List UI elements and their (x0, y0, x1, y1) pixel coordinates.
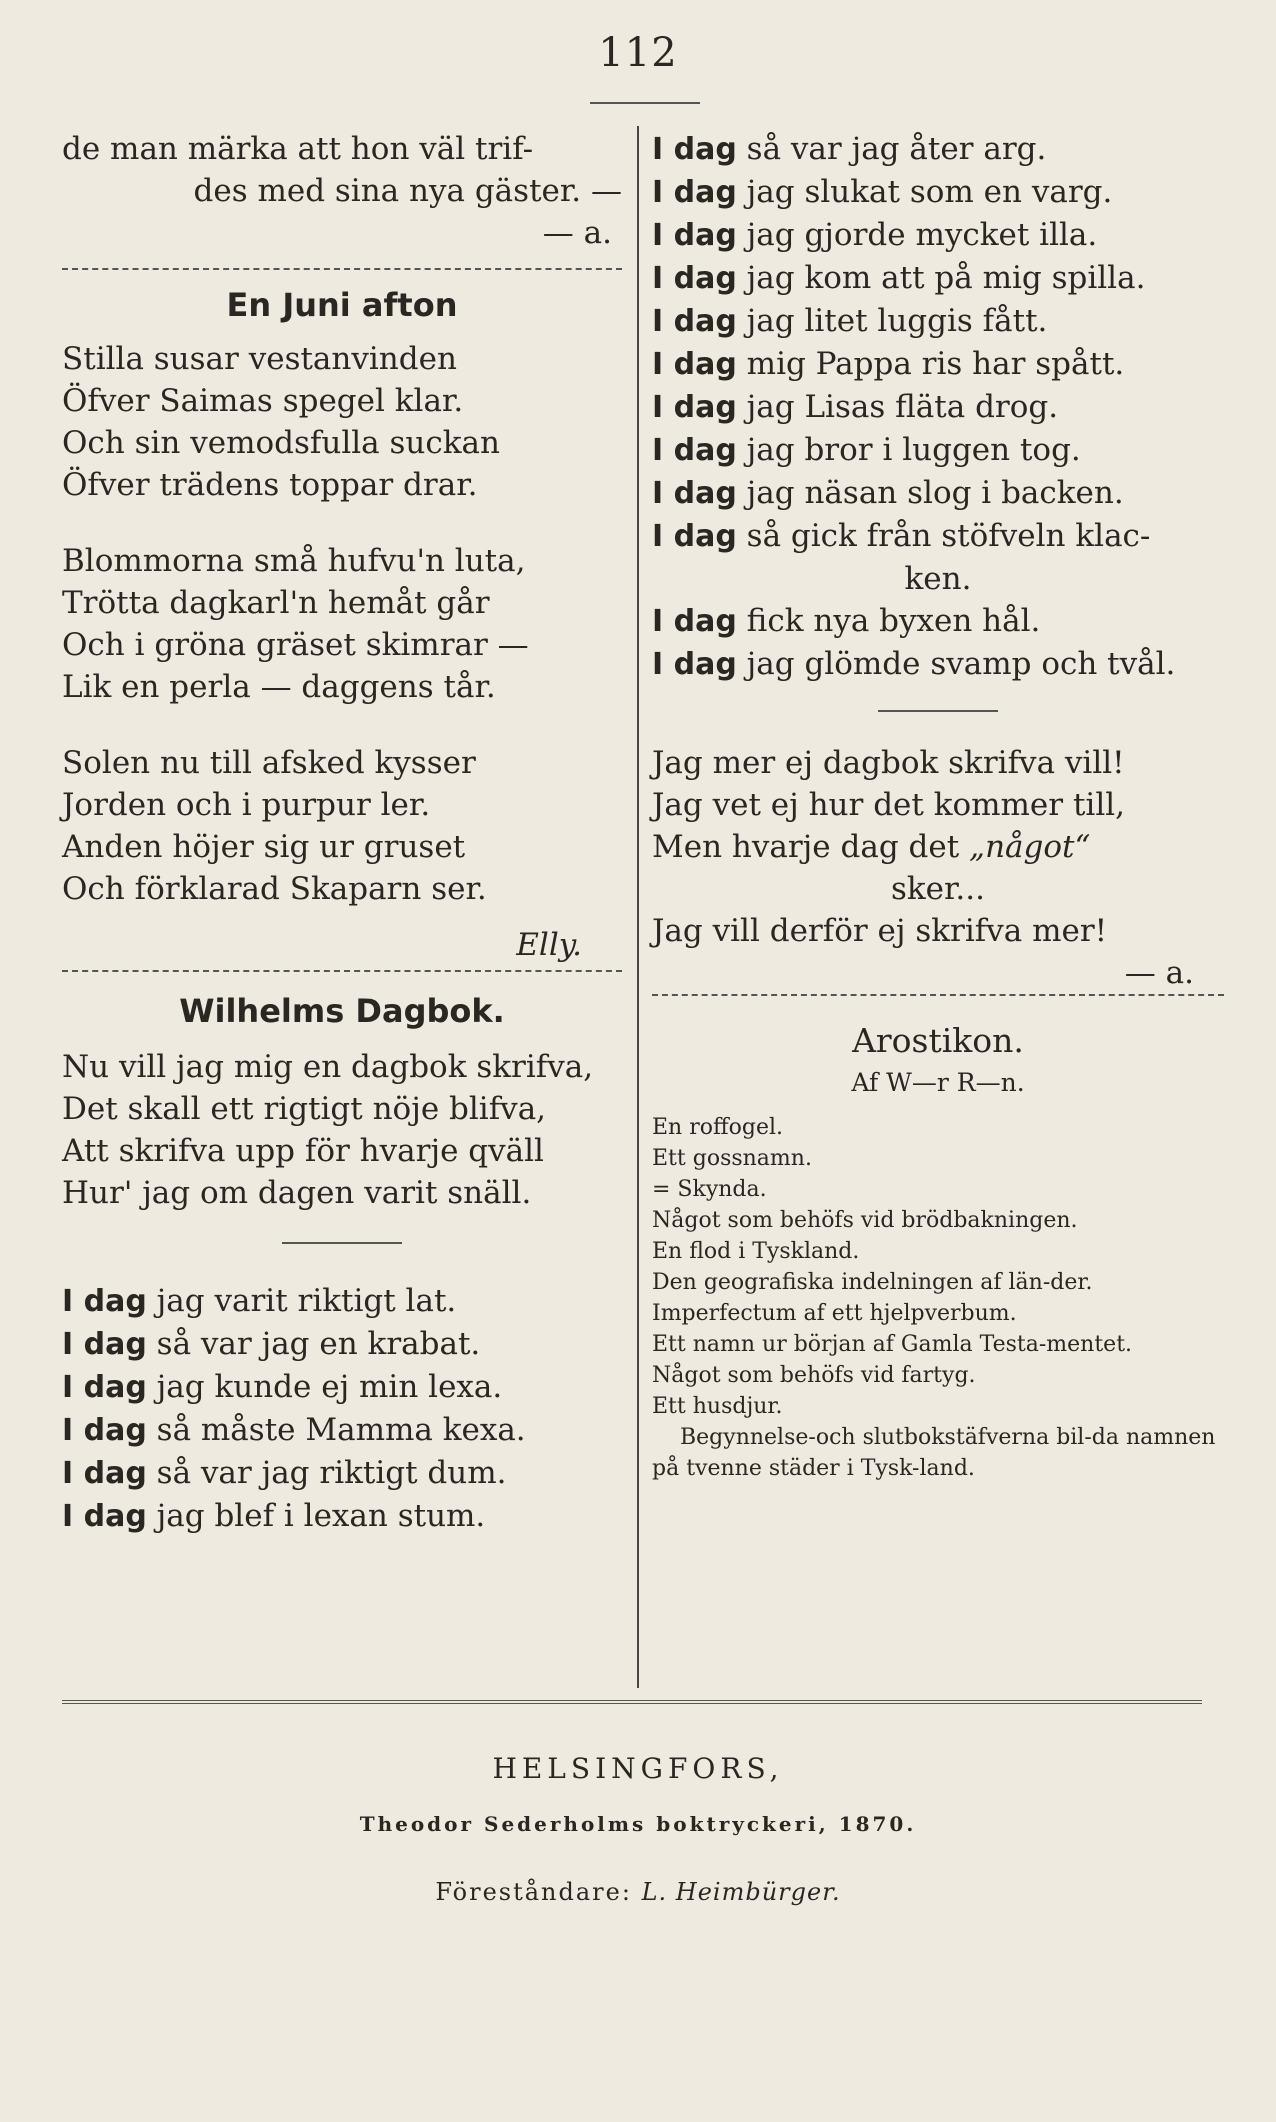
diary-line: I dag jag kunde ej min lexa. (62, 1369, 503, 1405)
acrostic-clue: Ett husdjur. (652, 1394, 783, 1419)
carry-over-line: de man märka att hon väl trif- (62, 131, 534, 167)
diary-line: I dag så var jag åter arg. (652, 131, 1047, 167)
right-column (652, 128, 1224, 1484)
poem-stanza (62, 540, 622, 708)
poem-line-continuation: sker... (890, 871, 985, 907)
carry-over-signature: — a. (542, 215, 612, 251)
acrostic-note: Begynnelse-och slutbokstäfverna bil-da namnen på tvenne städer i Tysk-land. (652, 1425, 1216, 1481)
acrostic-clue: Den geografiska indelningen af län-der. (652, 1270, 1093, 1295)
carry-over-line: des med sina nya gäster. — (193, 173, 622, 209)
diary-line: I dag jag litet luggis fått. (652, 303, 1048, 339)
poem-stanza (62, 338, 622, 506)
poem-line: Stilla susar vestanvinden (62, 341, 457, 377)
diary-line: I dag jag bror i luggen tog. (652, 432, 1081, 468)
poem-signature: Elly. (516, 927, 582, 963)
diary-line: I dag jag glömde svamp och tvål. (652, 646, 1176, 682)
diary-line: I dag så måste Mamma kexa. (62, 1412, 526, 1448)
acrostic-clue: Ett gossnamn. (652, 1146, 812, 1171)
diary-line: I dag jag kom att på mig spilla. (652, 260, 1146, 296)
left-column (62, 128, 622, 1538)
poem-line: Anden höjer sig ur gruset (62, 829, 466, 865)
diary-line: I dag jag varit riktigt lat. (62, 1283, 457, 1319)
footer-editor: Föreståndare: L. Heimbürger. (435, 1878, 841, 1906)
poem-line: Lik en perla — daggens tår. (62, 669, 496, 705)
acrostic-clue: Imperfectum af ett hjelpverbum. (652, 1301, 1017, 1326)
poem-line: Jorden och i purpur ler. (62, 787, 431, 823)
poem-line: Men hvarje dag det „något“ (652, 829, 1091, 865)
page-number: 112 (598, 30, 678, 76)
section-rule (652, 994, 1224, 996)
footer-printer: Theodor Sederholms boktryckeri, 1870. (359, 1812, 917, 1836)
acrostic-author: Af W—r R—n. (851, 1068, 1025, 1097)
diary-line: I dag jag Lisas fläta drog. (652, 389, 1059, 425)
poem-title: En Juni afton (226, 286, 458, 324)
diary-line-continuation: ken. (904, 561, 972, 597)
short-rule (282, 1242, 402, 1244)
diary-line: I dag så gick från stöfveln klac- (652, 518, 1151, 554)
poem-line: Öfver trädens toppar drar. (62, 467, 478, 503)
footer-city: HELSINGFORS, (492, 1752, 784, 1785)
page-number-rule (590, 102, 700, 104)
diary-line: I dag jag slukat som en varg. (652, 174, 1113, 210)
poem-line: Öfver Saimas spegel klar. (62, 383, 464, 419)
poem-line: Och förklarad Skaparn ser. (62, 871, 487, 907)
poem-line: Att skrifva upp för hvarje qväll (62, 1133, 544, 1169)
diary-line: I dag så var jag en krabat. (62, 1326, 481, 1362)
poem-line: Nu vill jag mig en dagbok skrifva, (62, 1049, 594, 1085)
poem-signature: — a. (1124, 955, 1194, 991)
diary-line: I dag mig Pappa ris har spått. (652, 346, 1125, 382)
section-rule (62, 268, 622, 270)
diary-line: I dag jag gjorde mycket illa. (652, 217, 1098, 253)
acrostic-clue: Ett namn ur början af Gamla Testa-mentet. (652, 1332, 1133, 1357)
poem-line: Jag mer ej dagbok skrifva vill! (652, 745, 1125, 781)
diary-line: I dag fick nya byxen hål. (652, 603, 1041, 639)
poem-line: Trötta dagkarl'n hemåt går (62, 585, 490, 621)
column-divider (637, 126, 639, 1688)
short-rule (878, 710, 998, 712)
acrostic-clue: En roffogel. (652, 1115, 783, 1140)
poem-line: Hur' jag om dagen varit snäll. (62, 1175, 532, 1211)
diary-line: I dag jag näsan slog i backen. (652, 475, 1124, 511)
acrostic-clue: Något som behöfs vid brödbakningen. (652, 1208, 1078, 1233)
poem-line: Det skall ett rigtigt nöje blifva, (62, 1091, 547, 1127)
poem-line: Jag vill derför ej skrifva mer! (652, 913, 1108, 949)
poem-line: Och sin vemodsfulla suckan (62, 425, 500, 461)
poem-title: Wilhelms Dagbok. (179, 992, 505, 1030)
diary-line: I dag så var jag riktigt dum. (62, 1455, 507, 1491)
section-rule (62, 970, 622, 972)
poem-line: Jag vet ej hur det kommer till, (652, 787, 1126, 823)
poem-line: Blommorna små hufvu'n luta, (62, 543, 526, 579)
poem-line: Och i gröna gräset skimrar — (62, 627, 529, 663)
poem-stanza (62, 742, 622, 910)
diary-line: I dag jag blef i lexan stum. (62, 1498, 486, 1534)
acrostic-clue: = Skynda. (652, 1177, 767, 1202)
acrostic-title: Arostikon. (852, 1021, 1024, 1060)
poem-line: Solen nu till afsked kysser (62, 745, 476, 781)
acrostic-clue: En flod i Tyskland. (652, 1239, 860, 1264)
footer-rule (62, 1700, 1202, 1704)
acrostic-clue: Något som behöfs vid fartyg. (652, 1363, 976, 1388)
